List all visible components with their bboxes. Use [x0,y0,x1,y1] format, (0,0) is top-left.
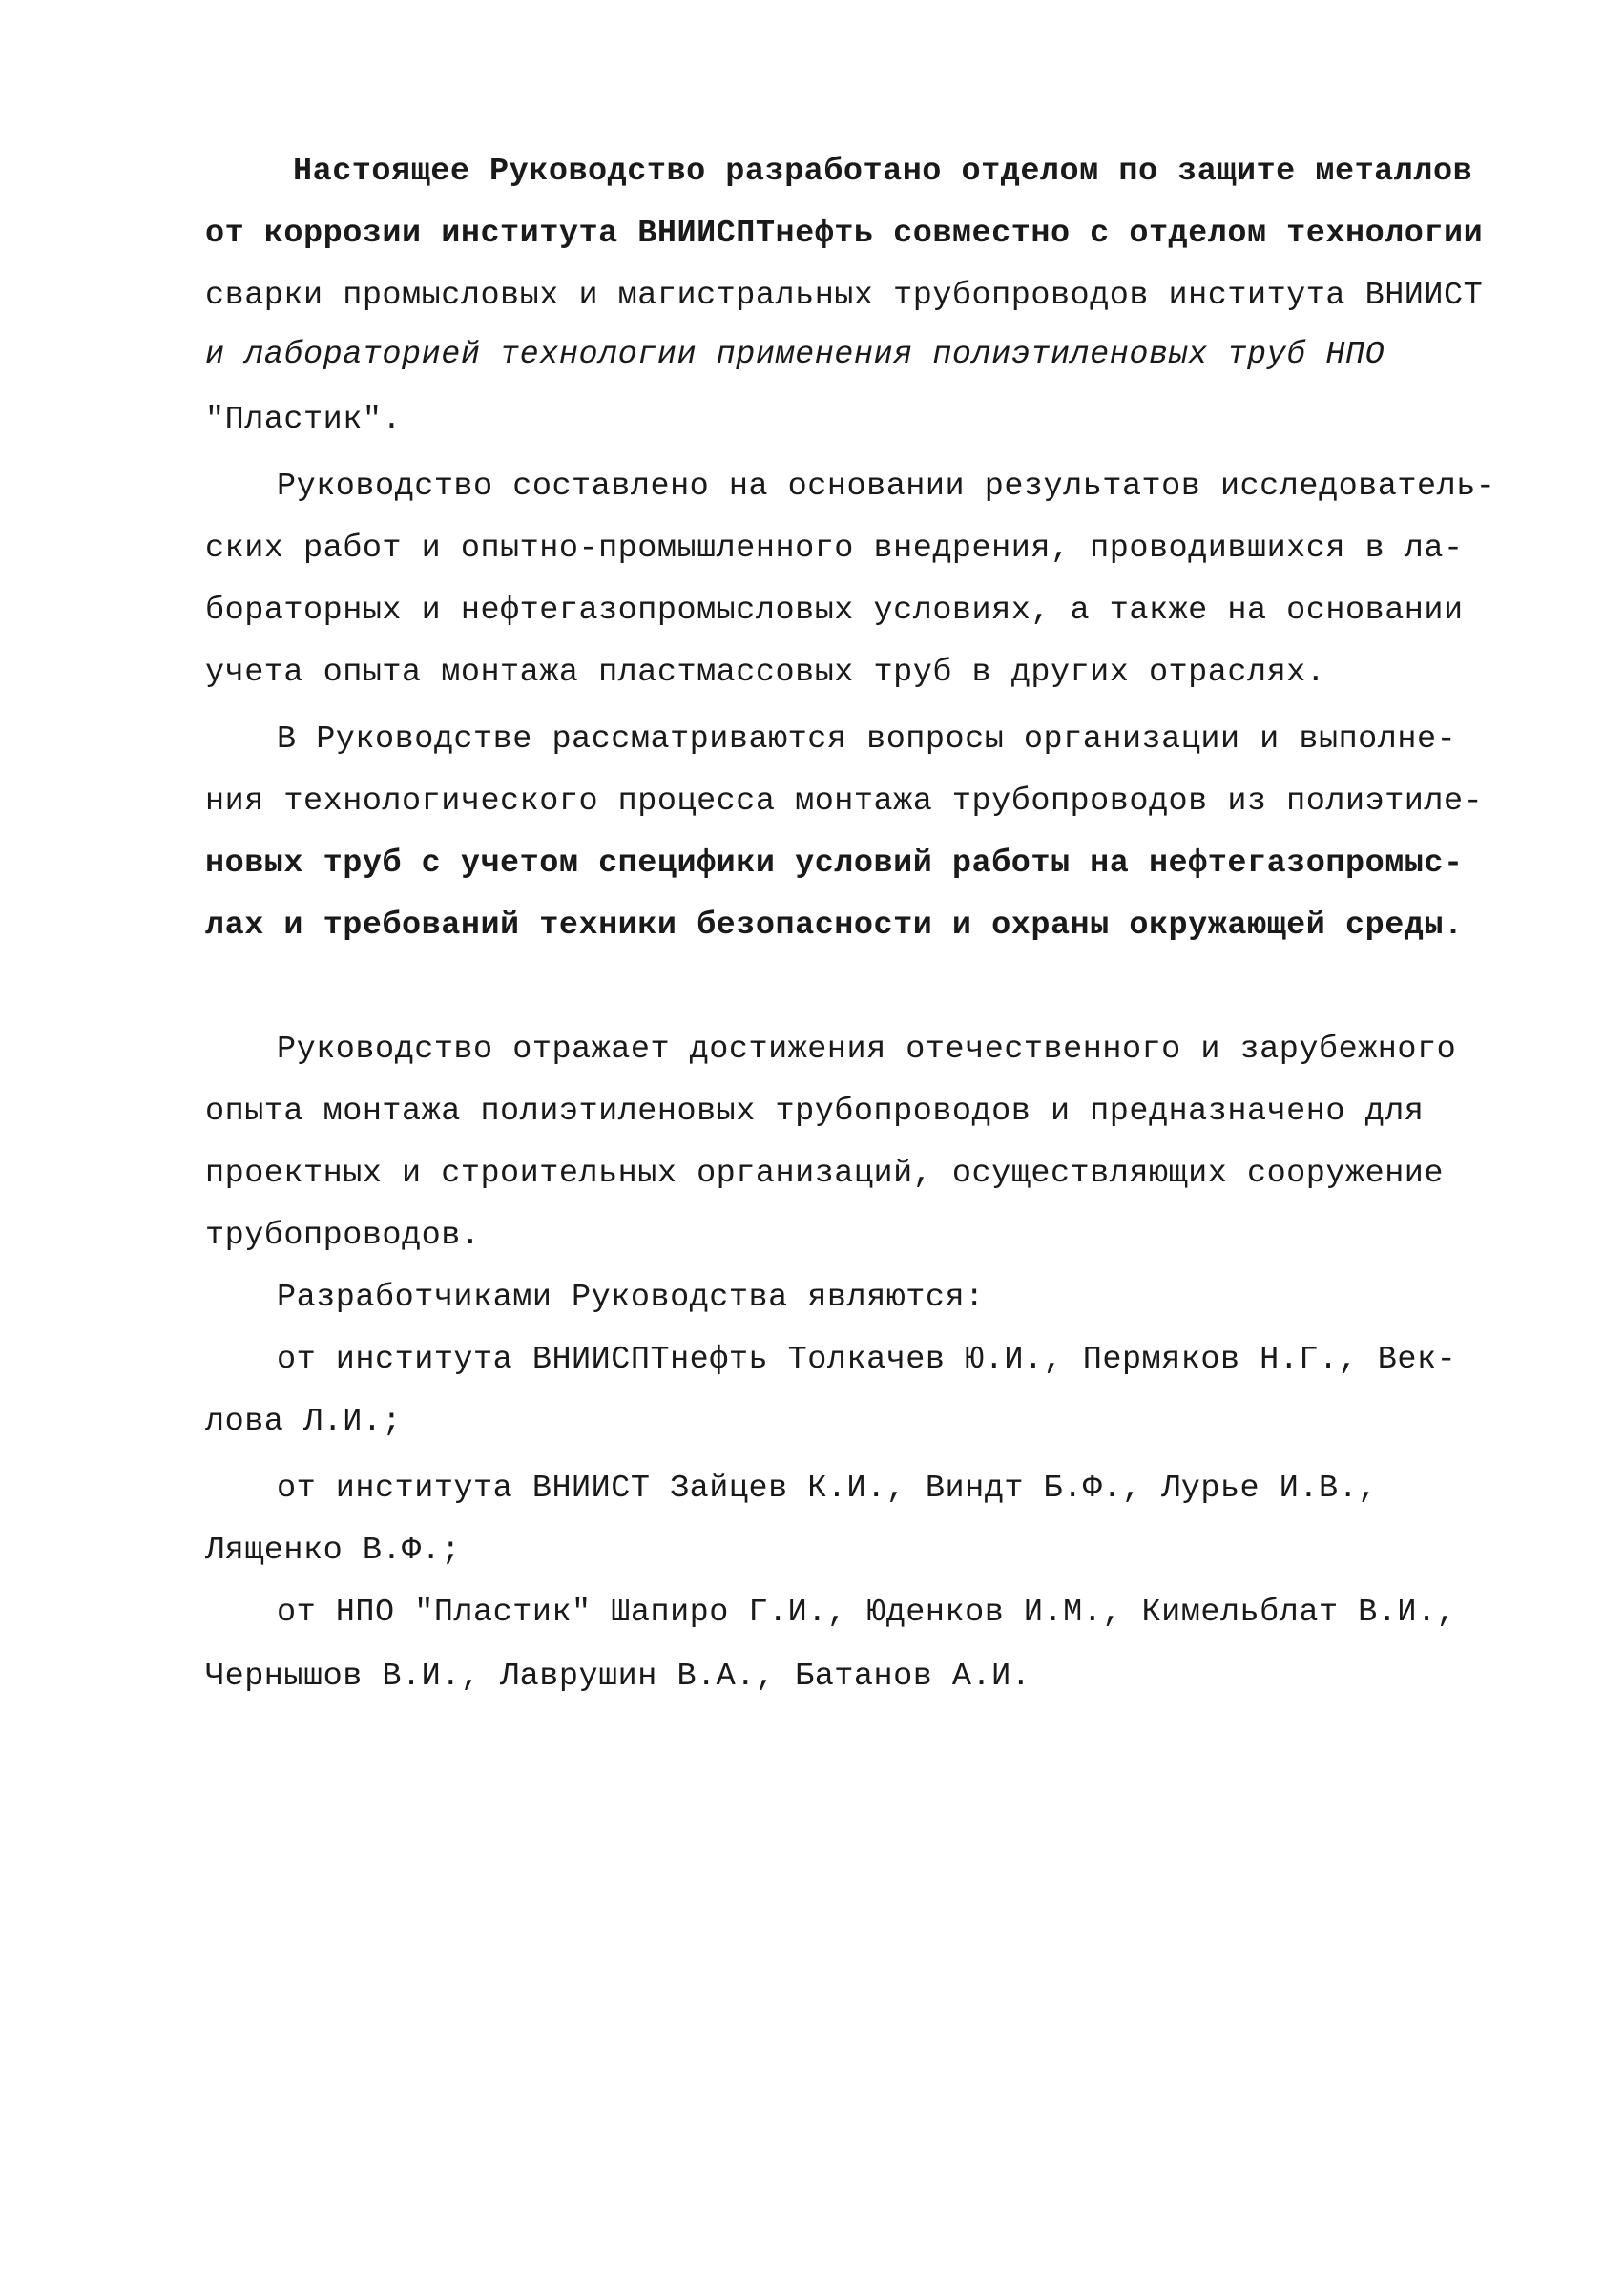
developers-group-2-line-1: от института ВНИИСТ Зайцев К.И., Виндт Б.Ф., Лурье И.В., [277,1471,1378,1507]
developers-intro: Разработчиками Руководства являются: [277,1280,985,1316]
paragraph-2-line-3: бораторных и нефтегазопромысловых условиях, а также на основании [205,593,1464,629]
developers-group-2-line-2: Лященко В.Ф.; [205,1533,461,1569]
paragraph-1-line-4: и лабораторией технологии применения полиэтиленовых труб НПО [205,337,1385,373]
paragraph-2-line-4: учета опыта монтажа пластмассовых труб в других отраслях. [205,655,1326,691]
paragraph-1-line-1: Настоящее Руководство разработано отделом по защите металлов [293,154,1473,190]
paragraph-3-line-3: новых труб с учетом специфики условий работы на нефтегазопромыс- [205,846,1464,882]
developers-group-3-line-2: Чернышов В.И., Лаврушин В.А., Батанов А.И. [205,1659,1031,1695]
paragraph-1-line-3: сварки промысловых и магистральных трубопроводов института ВНИИСТ [205,278,1484,314]
paragraph-3-line-2: ния технологического процесса монтажа трубопроводов из полиэтиле- [205,783,1484,820]
paragraph-1-line-5: "Пластик". [205,402,403,438]
developers-group-1-line-1: от института ВНИИСПТнефть Толкачев Ю.И., Пермяков Н.Г., Век- [277,1342,1457,1378]
paragraph-4-line-4: трубопроводов. [205,1218,481,1254]
paragraph-2-line-2: ских работ и опытно-промышленного внедрения, проводившихся в ла- [205,531,1464,567]
paragraph-4-line-2: опыта монтажа полиэтиленовых трубопроводов и предназначено для [205,1094,1425,1130]
paragraph-4-line-3: проектных и строительных организаций, осуществляющих сооружение [205,1156,1445,1192]
paragraph-1-line-2: от коррозии института ВНИИСПТнефть совместно с отделом технологии [205,216,1484,252]
paragraph-2-line-1: Руководство составлено на основании результатов исследователь- [277,469,1496,505]
paragraph-4-line-1: Руководство отражает достижения отечественного и зарубежного [277,1032,1457,1068]
developers-group-1-line-2: лова Л.И.; [205,1404,403,1440]
paragraph-3-line-4: лах и требований техники безопасности и охраны окружающей среды. [205,908,1464,944]
developers-group-3-line-1: от НПО "Пластик" Шапиро Г.И., Юденков И.М., Кимельблат В.И., [277,1595,1457,1631]
paragraph-3-line-1: В Руководстве рассматриваются вопросы организации и выполне- [277,721,1457,758]
